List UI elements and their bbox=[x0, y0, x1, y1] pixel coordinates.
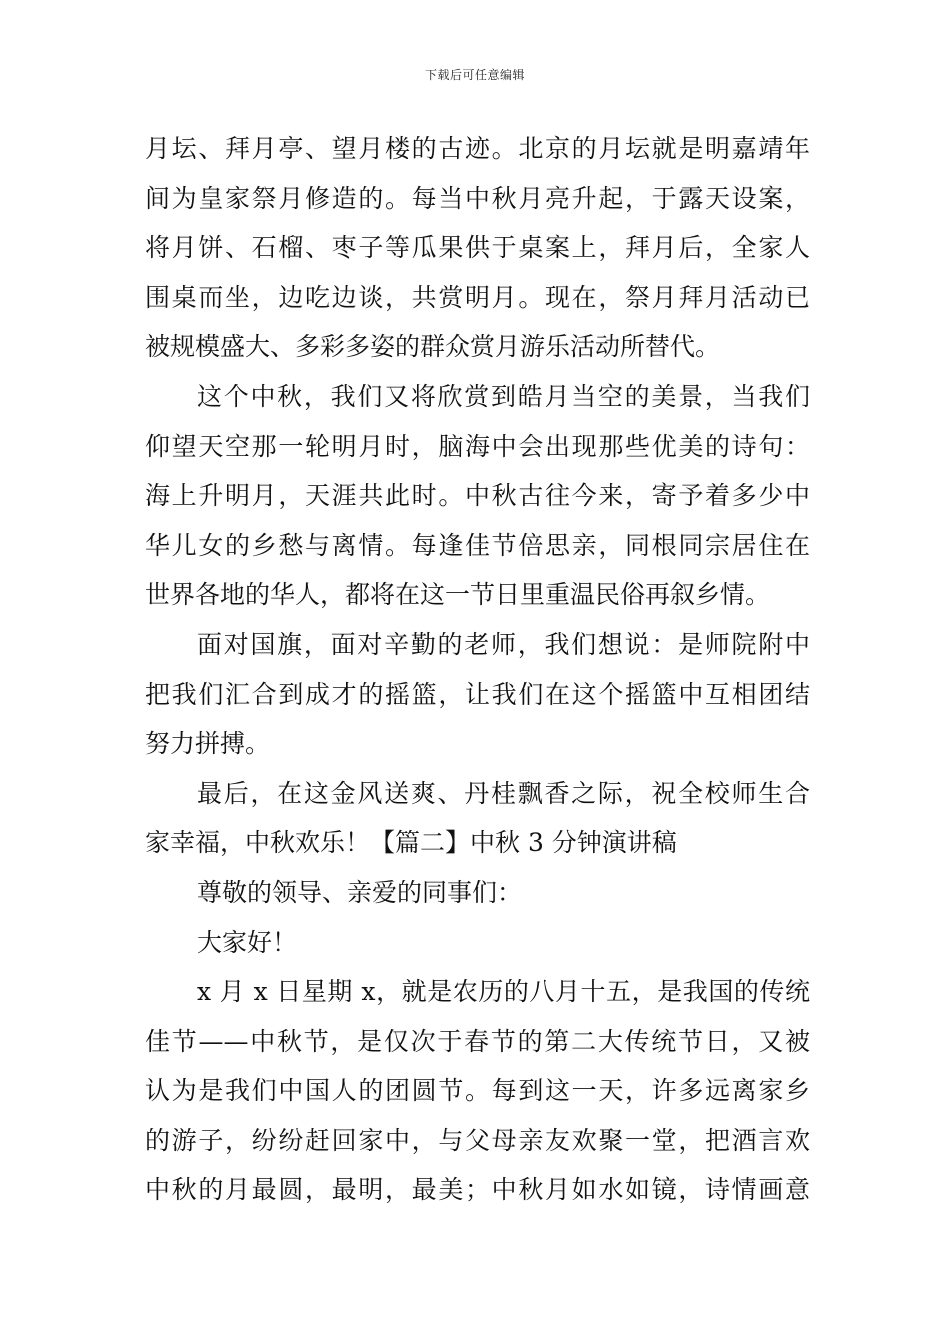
document-body bbox=[145, 124, 810, 1215]
text-line: 最后，在这金风送爽、丹桂飘香之际，祝全校师生合 bbox=[197, 778, 810, 808]
text-line: 面对国旗，面对辛勤的老师，我们想说：是师院附中 bbox=[197, 629, 810, 659]
text-line: 认为是我们中国人的团圆节。每到这一天，许多远离家乡 bbox=[145, 1076, 810, 1106]
text-line: 将月饼、石榴、枣子等瓜果供于桌案上，拜月后，全家人 bbox=[145, 233, 810, 263]
text-line: x 月 x 日星期 x，就是农历的八月十五，是我国的传统 bbox=[197, 977, 810, 1007]
text-line: 努力拼搏。 bbox=[145, 729, 271, 759]
text-line: 围桌而坐，边吃边谈，共赏明月。现在，祭月拜月活动已 bbox=[145, 282, 810, 312]
text-line: 世界各地的华人，都将在这一节日里重温民俗再叙乡情。 bbox=[145, 580, 771, 610]
text-line: 的游子，纷纷赶回家中，与父母亲友欢聚一堂，把酒言欢 bbox=[145, 1125, 810, 1155]
page-header: 下载后可任意编辑 bbox=[424, 68, 525, 82]
text-line: 大家好！ bbox=[197, 927, 298, 957]
text-line: 把我们汇合到成才的摇篮，让我们在这个摇篮中互相团结 bbox=[145, 679, 810, 709]
text-line: 华儿女的乡愁与离情。每逢佳节倍思亲，同根同宗居住在 bbox=[145, 530, 810, 560]
text-line: 佳节——中秋节，是仅次于春节的第二大传统节日，又被 bbox=[145, 1026, 810, 1056]
text-line: 海上升明月，天涯共此时。中秋古往今来，寄予着多少中 bbox=[145, 481, 810, 511]
text-line: 这个中秋，我们又将欣赏到皓月当空的美景，当我们 bbox=[197, 381, 810, 411]
text-line: 家幸福，中秋欢乐！【篇二】中秋 3 分钟演讲稿 bbox=[145, 828, 677, 858]
text-line: 月坛、拜月亭、望月楼的古迹。北京的月坛就是明嘉靖年 bbox=[145, 134, 810, 163]
text-line: 仰望天空那一轮明月时，脑海中会出现那些优美的诗句： bbox=[145, 431, 810, 461]
text-line: 尊敬的领导、亲爱的同事们： bbox=[197, 877, 523, 907]
text-line: 中秋的月最圆，最明，最美；中秋月如水如镜，诗情画意 bbox=[145, 1175, 810, 1205]
text-line: 间为皇家祭月修造的。每当中秋月亮升起，于露天设案， bbox=[145, 183, 810, 213]
text-line: 被规模盛大、多彩多姿的群众赏月游乐活动所替代。 bbox=[145, 332, 721, 362]
